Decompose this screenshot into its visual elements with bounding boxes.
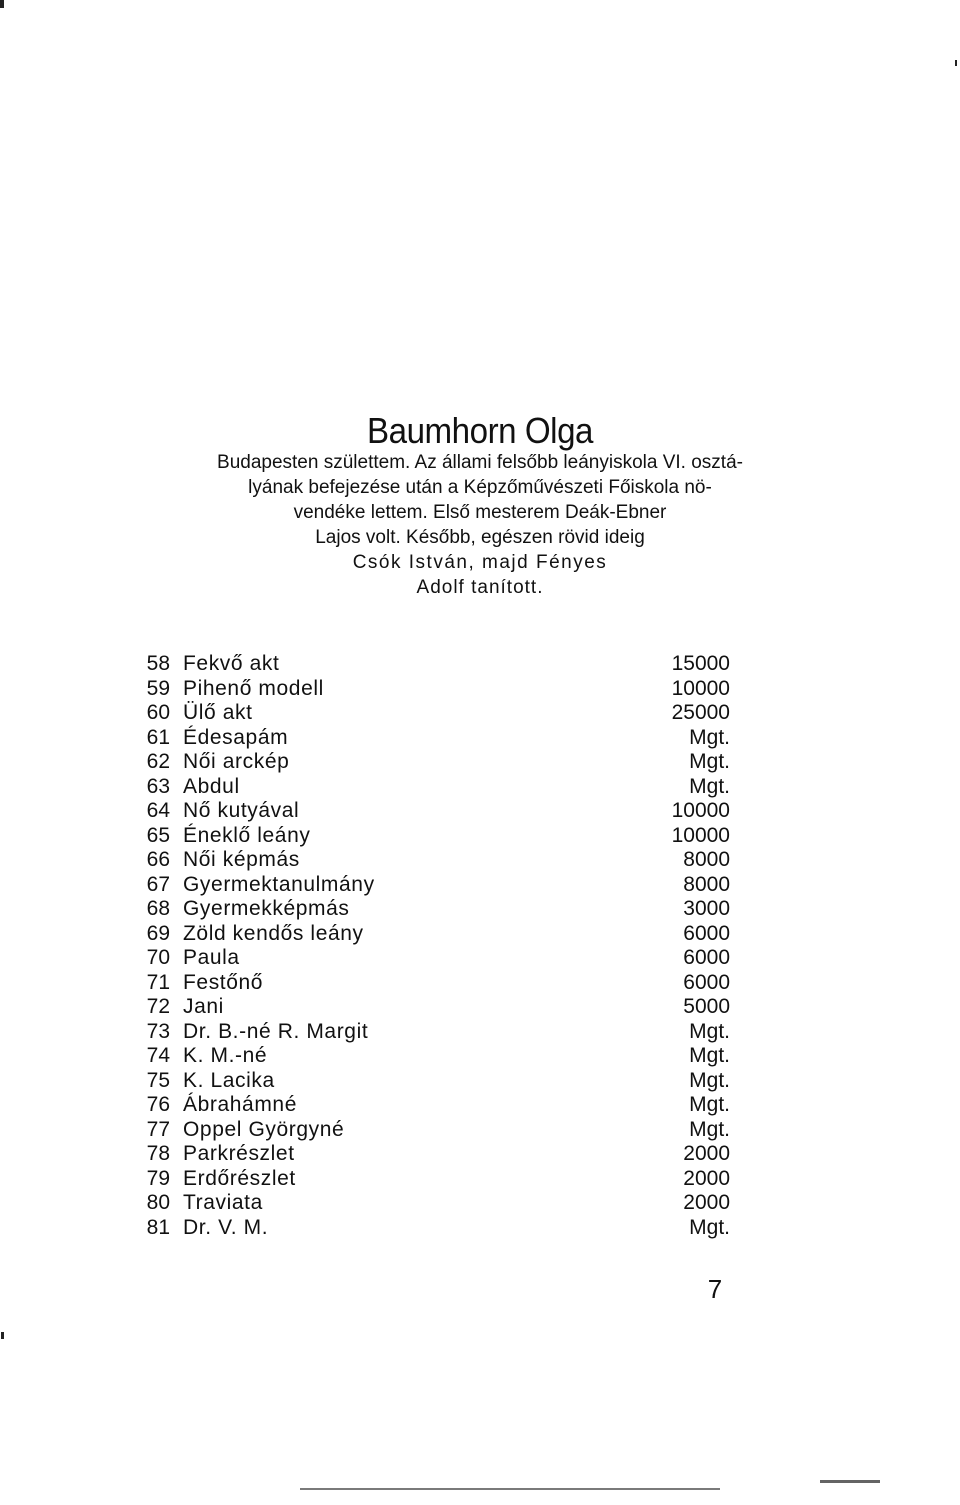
entry-price: 6000	[683, 921, 730, 945]
catalog-entry	[130, 946, 730, 971]
entry-price: 15000	[671, 652, 730, 675]
entry-number: 70	[146, 946, 170, 969]
entry-number: 67	[146, 872, 170, 896]
entry-title: Paula	[183, 946, 240, 969]
catalog-entry	[130, 1020, 730, 1045]
catalog-entry	[130, 971, 730, 996]
entry-number: 73	[146, 1019, 170, 1043]
entry-title: K. Lacika	[183, 1068, 275, 1092]
catalog-entry	[130, 1167, 730, 1192]
entry-price: 10000	[671, 799, 730, 822]
entry-number: 81	[146, 1215, 170, 1239]
catalog-entry	[130, 726, 730, 751]
entry-price: Mgt.	[689, 1093, 730, 1116]
entry-title: Éneklő leány	[183, 823, 311, 847]
entry-price: Mgt.	[689, 774, 730, 798]
scan-artifact	[300, 1488, 720, 1490]
entry-title: Traviata	[183, 1191, 263, 1214]
entry-number: 68	[146, 897, 170, 920]
entry-price: 2000	[683, 1142, 730, 1165]
entry-title: Fekvő akt	[183, 652, 280, 675]
entry-number: 75	[146, 1068, 170, 1092]
entry-number: 79	[146, 1166, 170, 1190]
scan-artifact	[0, 0, 4, 8]
entry-number: 60	[146, 701, 170, 724]
bio-line: Adolf tanított.	[416, 577, 544, 598]
entry-price: Mgt.	[689, 1215, 730, 1239]
entry-price: 5000	[683, 995, 730, 1018]
entry-title: Festőnő	[183, 970, 264, 994]
entry-title: Ülő akt	[183, 701, 253, 724]
entry-number: 71	[146, 970, 170, 994]
entry-price: Mgt.	[689, 1117, 730, 1141]
bio-line: Budapesten születtem. Az állami felsőbb leányiskola VI. osztá-	[217, 452, 743, 473]
catalog-entry	[130, 897, 730, 922]
entry-price: 2000	[683, 1191, 730, 1214]
entry-number: 58	[146, 652, 170, 675]
catalog-entry	[130, 995, 730, 1020]
entry-price: 8000	[683, 848, 730, 871]
catalog-entry	[130, 799, 730, 824]
catalog-entry	[130, 1093, 730, 1118]
entry-number: 64	[146, 799, 170, 822]
entry-price: 8000	[683, 872, 730, 896]
entry-number: 66	[146, 848, 170, 871]
entry-price: 6000	[683, 946, 730, 969]
catalog-entry	[130, 824, 730, 849]
entry-title: Erdőrészlet	[183, 1166, 296, 1190]
entry-title: Zöld kendős leány	[183, 921, 364, 945]
bio-line: lyának befejezése után a Képzőművészeti Főiskola nö-	[248, 477, 712, 498]
entry-title: Dr. V. M.	[183, 1215, 269, 1239]
scan-artifact	[955, 60, 957, 66]
catalog-entry	[130, 1069, 730, 1094]
entry-price: 25000	[671, 701, 730, 724]
entry-title: Női képmás	[183, 848, 300, 871]
entry-title: K. M.-né	[183, 1044, 268, 1067]
entry-title: Dr. B.-né R. Margit	[183, 1019, 369, 1043]
entry-number: 80	[146, 1191, 170, 1214]
entry-number: 62	[146, 750, 170, 773]
artist-biography	[120, 450, 840, 600]
catalog-entry	[130, 1191, 730, 1216]
entry-number: 63	[146, 774, 170, 798]
entry-number: 74	[146, 1044, 170, 1067]
entry-number: 78	[146, 1142, 170, 1165]
catalog-entry	[130, 677, 730, 702]
bio-line: Csók István, majd Fényes	[352, 552, 608, 573]
scan-artifact	[820, 1480, 880, 1483]
entry-number: 65	[146, 823, 170, 847]
entry-price: 6000	[683, 970, 730, 994]
entry-title: Gyermekképmás	[183, 897, 350, 920]
catalog-entry	[130, 652, 730, 677]
catalog-entry	[130, 922, 730, 947]
catalog-list	[130, 652, 730, 1240]
entry-title: Édesapám	[183, 725, 289, 749]
entry-price: 3000	[683, 897, 730, 920]
catalog-entry	[130, 848, 730, 873]
entry-title: Pihenő modell	[183, 676, 324, 700]
catalog-entry	[130, 1118, 730, 1143]
entry-price: Mgt.	[689, 1044, 730, 1067]
entry-title: Jani	[183, 995, 224, 1018]
entry-number: 69	[146, 921, 170, 945]
catalog-entry	[130, 873, 730, 898]
entry-title: Parkrészlet	[183, 1142, 295, 1165]
catalog-entry	[130, 1044, 730, 1069]
catalog-entry	[130, 775, 730, 800]
entry-price: 2000	[683, 1166, 730, 1190]
entry-price: Mgt.	[689, 1019, 730, 1043]
catalog-entry	[130, 1216, 730, 1241]
entry-number: 77	[146, 1117, 170, 1141]
entry-title: Gyermektanulmány	[183, 872, 375, 896]
entry-number: 59	[146, 676, 170, 700]
entry-number: 76	[146, 1093, 170, 1116]
entry-price: 10000	[671, 823, 730, 847]
catalog-entry	[130, 701, 730, 726]
entry-number: 61	[146, 725, 170, 749]
entry-title: Ábrahámné	[183, 1093, 297, 1116]
entry-title: Nő kutyával	[183, 799, 300, 822]
scan-artifact	[1, 1332, 4, 1339]
entry-title: Női arckép	[183, 750, 290, 773]
page-number: 7	[707, 1274, 723, 1304]
entry-price: Mgt.	[689, 1068, 730, 1092]
entry-number: 72	[146, 995, 170, 1018]
entry-title: Oppel Györgyné	[183, 1117, 345, 1141]
entry-title: Abdul	[183, 774, 240, 798]
page-title: Baumhorn Olga	[366, 410, 593, 452]
entry-price: Mgt.	[689, 725, 730, 749]
bio-line: vendéke lettem. Első mesterem Deák-Ebner	[293, 502, 667, 523]
catalog-entry	[130, 1142, 730, 1167]
catalog-entry	[130, 750, 730, 775]
bio-line: Lajos volt. Később, egészen rövid ideig	[315, 527, 645, 548]
entry-price: 10000	[671, 676, 730, 700]
entry-price: Mgt.	[689, 750, 730, 773]
